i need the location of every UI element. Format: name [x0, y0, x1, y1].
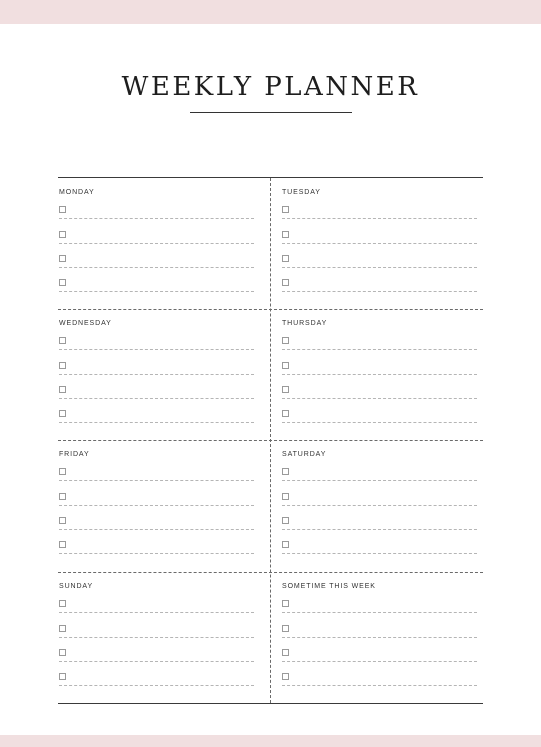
checkbox[interactable]: [59, 279, 66, 286]
checkbox[interactable]: [282, 337, 289, 344]
writing-line: [59, 661, 254, 662]
planner-grid: [58, 177, 483, 704]
task-item[interactable]: [59, 386, 254, 400]
task-item[interactable]: [59, 649, 254, 663]
day-label: SUNDAY: [59, 583, 94, 590]
checkbox[interactable]: [282, 362, 289, 369]
checkbox[interactable]: [282, 279, 289, 286]
checkbox[interactable]: [59, 231, 66, 238]
checkbox[interactable]: [59, 362, 66, 369]
day-label: MONDAY: [59, 189, 95, 196]
writing-line: [282, 349, 477, 350]
checkbox[interactable]: [59, 386, 66, 393]
checkbox[interactable]: [59, 541, 66, 548]
task-item[interactable]: [282, 625, 477, 639]
task-item[interactable]: [59, 362, 254, 376]
checkbox[interactable]: [282, 649, 289, 656]
day-section-monday: [58, 178, 254, 309]
task-item[interactable]: [59, 673, 254, 687]
checkbox[interactable]: [282, 255, 289, 262]
task-item[interactable]: [59, 337, 254, 351]
task-item[interactable]: [282, 231, 477, 245]
checkbox[interactable]: [282, 410, 289, 417]
task-item[interactable]: [59, 517, 254, 531]
day-label: SATURDAY: [282, 451, 327, 458]
task-item[interactable]: [282, 673, 477, 687]
writing-line: [282, 291, 477, 292]
checkbox[interactable]: [282, 493, 289, 500]
checkbox[interactable]: [282, 517, 289, 524]
task-item[interactable]: [59, 493, 254, 507]
writing-line: [59, 637, 254, 638]
day-label: WEDNESDAY: [59, 320, 112, 327]
writing-line: [59, 480, 254, 481]
checkbox[interactable]: [59, 206, 66, 213]
writing-line: [282, 553, 477, 554]
task-item[interactable]: [59, 600, 254, 614]
top-accent-band: [0, 0, 541, 24]
checkbox[interactable]: [59, 673, 66, 680]
writing-line: [282, 529, 477, 530]
day-section-sunday: [58, 572, 254, 703]
writing-line: [59, 291, 254, 292]
writing-line: [282, 661, 477, 662]
day-label: SOMETIME THIS WEEK: [282, 583, 376, 590]
task-item[interactable]: [59, 231, 254, 245]
writing-line: [59, 553, 254, 554]
task-item[interactable]: [282, 386, 477, 400]
checkbox[interactable]: [59, 337, 66, 344]
checkbox[interactable]: [282, 673, 289, 680]
writing-line: [59, 349, 254, 350]
writing-line: [59, 218, 254, 219]
checkbox[interactable]: [59, 410, 66, 417]
day-section-friday: [58, 440, 254, 571]
checkbox[interactable]: [59, 600, 66, 607]
task-item[interactable]: [282, 600, 477, 614]
task-item[interactable]: [282, 541, 477, 555]
task-item[interactable]: [59, 410, 254, 424]
checkbox[interactable]: [282, 386, 289, 393]
writing-line: [59, 422, 254, 423]
writing-line: [282, 505, 477, 506]
writing-line: [59, 267, 254, 268]
task-item[interactable]: [59, 279, 254, 293]
writing-line: [59, 243, 254, 244]
writing-line: [282, 480, 477, 481]
task-item[interactable]: [282, 362, 477, 376]
checkbox[interactable]: [282, 625, 289, 632]
task-item[interactable]: [282, 255, 477, 269]
day-label: FRIDAY: [59, 451, 90, 458]
writing-line: [282, 218, 477, 219]
writing-line: [282, 422, 477, 423]
checkbox[interactable]: [282, 231, 289, 238]
checkbox[interactable]: [59, 649, 66, 656]
task-item[interactable]: [59, 206, 254, 220]
task-item[interactable]: [59, 468, 254, 482]
writing-line: [282, 685, 477, 686]
writing-line: [282, 637, 477, 638]
task-item[interactable]: [282, 279, 477, 293]
task-item[interactable]: [282, 410, 477, 424]
task-item[interactable]: [59, 255, 254, 269]
title-underline: [190, 112, 352, 113]
task-item[interactable]: [282, 337, 477, 351]
checkbox[interactable]: [282, 468, 289, 475]
bottom-accent-band: [0, 735, 541, 747]
writing-line: [59, 398, 254, 399]
task-item[interactable]: [282, 206, 477, 220]
day-section-thursday: [281, 309, 477, 440]
day-section-saturday: [281, 440, 477, 571]
checkbox[interactable]: [282, 600, 289, 607]
checkbox[interactable]: [59, 517, 66, 524]
day-label: THURSDAY: [282, 320, 328, 327]
task-item[interactable]: [59, 625, 254, 639]
writing-line: [282, 398, 477, 399]
page-title: WEEKLY PLANNER: [121, 72, 420, 102]
task-item[interactable]: [282, 517, 477, 531]
writing-line: [282, 374, 477, 375]
writing-line: [282, 612, 477, 613]
writing-line: [282, 243, 477, 244]
checkbox[interactable]: [59, 493, 66, 500]
checkbox[interactable]: [282, 206, 289, 213]
day-section-tuesday: [281, 178, 477, 309]
checkbox[interactable]: [59, 625, 66, 632]
day-label: TUESDAY: [282, 189, 321, 196]
writing-line: [59, 374, 254, 375]
task-item[interactable]: [59, 541, 254, 555]
task-item[interactable]: [282, 649, 477, 663]
writing-line: [282, 267, 477, 268]
writing-line: [59, 529, 254, 530]
checkbox[interactable]: [59, 468, 66, 475]
writing-line: [59, 505, 254, 506]
checkbox[interactable]: [59, 255, 66, 262]
task-item[interactable]: [282, 493, 477, 507]
writing-line: [59, 685, 254, 686]
task-item[interactable]: [282, 468, 477, 482]
day-section-sometime-this-week: [281, 572, 477, 703]
writing-line: [59, 612, 254, 613]
day-section-wednesday: [58, 309, 254, 440]
checkbox[interactable]: [282, 541, 289, 548]
